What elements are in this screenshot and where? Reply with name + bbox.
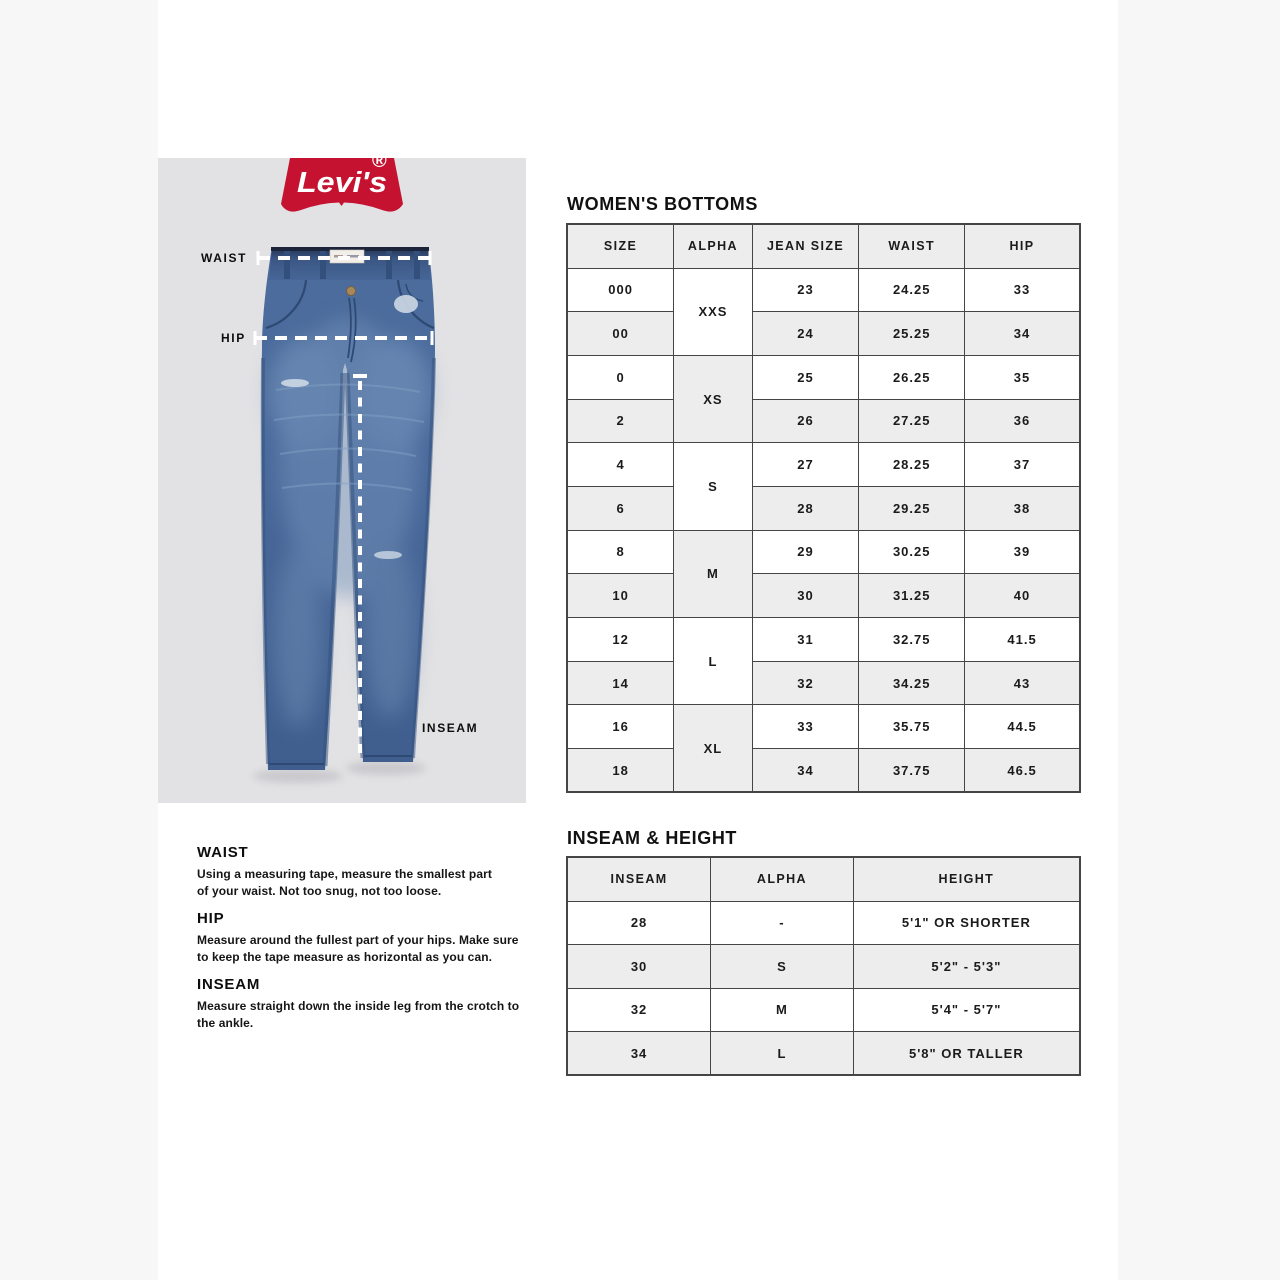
column-header-jean-size: JEAN SIZE (752, 224, 859, 268)
waist-cell: 27.25 (859, 399, 965, 443)
hip-cell: 40 (965, 574, 1080, 618)
alpha-cell: - (711, 901, 854, 945)
alpha-cell: M (674, 530, 752, 617)
registered-trademark: ® (372, 150, 387, 172)
size-cell: 8 (567, 530, 674, 574)
guide-text: to keep the tape measure as horizontal as you can. (197, 950, 493, 964)
jeans-diagram-panel (158, 150, 526, 803)
waist-diagram-label: WAIST (201, 251, 247, 265)
table-row (567, 1032, 1080, 1076)
size-cell: 00 (567, 312, 674, 356)
size-cell: 0 (567, 355, 674, 399)
table-row (567, 901, 1080, 945)
guide-text: of your waist. Not too snug, not too loose. (197, 884, 442, 898)
guide-text: Using a measuring tape, measure the smallest part (197, 867, 493, 881)
size-cell: 14 (567, 661, 674, 705)
column-header-alpha: ALPHA (711, 857, 854, 901)
guide-text: Measure straight down the inside leg from the crotch to (197, 999, 520, 1013)
jean-size-cell: 25 (752, 355, 859, 399)
hip-cell: 36 (965, 399, 1080, 443)
column-header-inseam: INSEAM (567, 857, 711, 901)
waist-cell: 32.75 (859, 618, 965, 662)
table-row (567, 574, 1080, 618)
table-row (567, 618, 1080, 662)
hip-cell: 33 (965, 268, 1080, 312)
alpha-cell: XL (674, 705, 752, 792)
jean-size-cell: 33 (752, 705, 859, 749)
guide-text: the ankle. (197, 1016, 254, 1030)
alpha-cell: S (711, 945, 854, 989)
table-row (567, 399, 1080, 443)
logo-wordmark: Levi's (297, 167, 387, 199)
table-row (567, 443, 1080, 487)
alpha-cell: XS (674, 355, 752, 442)
column-header-alpha: ALPHA (674, 224, 752, 268)
table-row (567, 749, 1080, 793)
alpha-cell: M (711, 988, 854, 1032)
table-row (567, 945, 1080, 989)
alpha-cell: S (674, 443, 752, 530)
alpha-cell: XXS (674, 268, 752, 355)
jean-size-cell: 27 (752, 443, 859, 487)
table-row (567, 530, 1080, 574)
table-header-row (567, 857, 1080, 901)
table-row (567, 355, 1080, 399)
column-header-waist: WAIST (859, 224, 965, 268)
table-row (567, 312, 1080, 356)
column-header-height: HEIGHT (853, 857, 1080, 901)
jean-size-cell: 30 (752, 574, 859, 618)
height-cell: 5'1" OR SHORTER (853, 901, 1080, 945)
waist-cell: 30.25 (859, 530, 965, 574)
jean-size-cell: 34 (752, 749, 859, 793)
waist-cell: 26.25 (859, 355, 965, 399)
height-cell: 5'4" - 5'7" (853, 988, 1080, 1032)
waist-cell: 25.25 (859, 312, 965, 356)
inseam-cell: 32 (567, 988, 711, 1032)
guide-section-waist (197, 844, 587, 900)
inseam-diagram-label: INSEAM (422, 721, 479, 735)
size-cell: 6 (567, 486, 674, 530)
waist-cell: 35.75 (859, 705, 965, 749)
content-card (158, 0, 1118, 1280)
waist-cell: 29.25 (859, 486, 965, 530)
table-row (567, 705, 1080, 749)
waist-cell: 34.25 (859, 661, 965, 705)
guide-heading: HIP (197, 910, 225, 927)
jean-size-cell: 29 (752, 530, 859, 574)
hip-cell: 46.5 (965, 749, 1080, 793)
table-row (567, 268, 1080, 312)
jean-size-cell: 23 (752, 268, 859, 312)
jeans-button (347, 287, 356, 296)
column-header-size: SIZE (567, 224, 674, 268)
waist-cell: 31.25 (859, 574, 965, 618)
inseam-cell: 28 (567, 901, 711, 945)
height-cell: 5'2" - 5'3" (853, 945, 1080, 989)
womens-bottoms-size-table (566, 223, 1081, 793)
alpha-cell: L (711, 1032, 854, 1076)
column-header-hip: HIP (965, 224, 1080, 268)
waist-cell: 28.25 (859, 443, 965, 487)
alpha-cell: L (674, 618, 752, 705)
size-cell: 000 (567, 268, 674, 312)
guide-section-hip (197, 910, 587, 966)
hip-cell: 38 (965, 486, 1080, 530)
table-header-row (567, 224, 1080, 268)
table-row (567, 988, 1080, 1032)
guide-section-inseam (197, 976, 587, 1032)
hip-cell: 34 (965, 312, 1080, 356)
height-cell: 5'8" OR TALLER (853, 1032, 1080, 1076)
jean-size-cell: 26 (752, 399, 859, 443)
size-cell: 18 (567, 749, 674, 793)
hip-cell: 37 (965, 443, 1080, 487)
size-cell: 4 (567, 443, 674, 487)
guide-heading: WAIST (197, 844, 249, 861)
waist-cell: 37.75 (859, 749, 965, 793)
size-cell: 2 (567, 399, 674, 443)
guide-text: Measure around the fullest part of your hips. Make sure (197, 933, 519, 947)
guide-heading: INSEAM (197, 976, 261, 993)
waist-cell: 24.25 (859, 268, 965, 312)
jean-size-cell: 28 (752, 486, 859, 530)
bottoms-table-title: WOMEN'S BOTTOMS (567, 194, 758, 214)
jean-size-cell: 31 (752, 618, 859, 662)
table-row (567, 661, 1080, 705)
inseam-table-title: INSEAM & HEIGHT (567, 828, 738, 848)
hip-diagram-label: HIP (221, 331, 246, 345)
inseam-cell: 34 (567, 1032, 711, 1076)
size-cell: 16 (567, 705, 674, 749)
hip-cell: 39 (965, 530, 1080, 574)
jean-size-cell: 32 (752, 661, 859, 705)
hip-cell: 35 (965, 355, 1080, 399)
hip-cell: 41.5 (965, 618, 1080, 662)
size-cell: 10 (567, 574, 674, 618)
inseam-height-table (566, 856, 1081, 1076)
table-row (567, 486, 1080, 530)
size-cell: 12 (567, 618, 674, 662)
inseam-cell: 30 (567, 945, 711, 989)
jean-size-cell: 24 (752, 312, 859, 356)
hip-cell: 44.5 (965, 705, 1080, 749)
hip-cell: 43 (965, 661, 1080, 705)
